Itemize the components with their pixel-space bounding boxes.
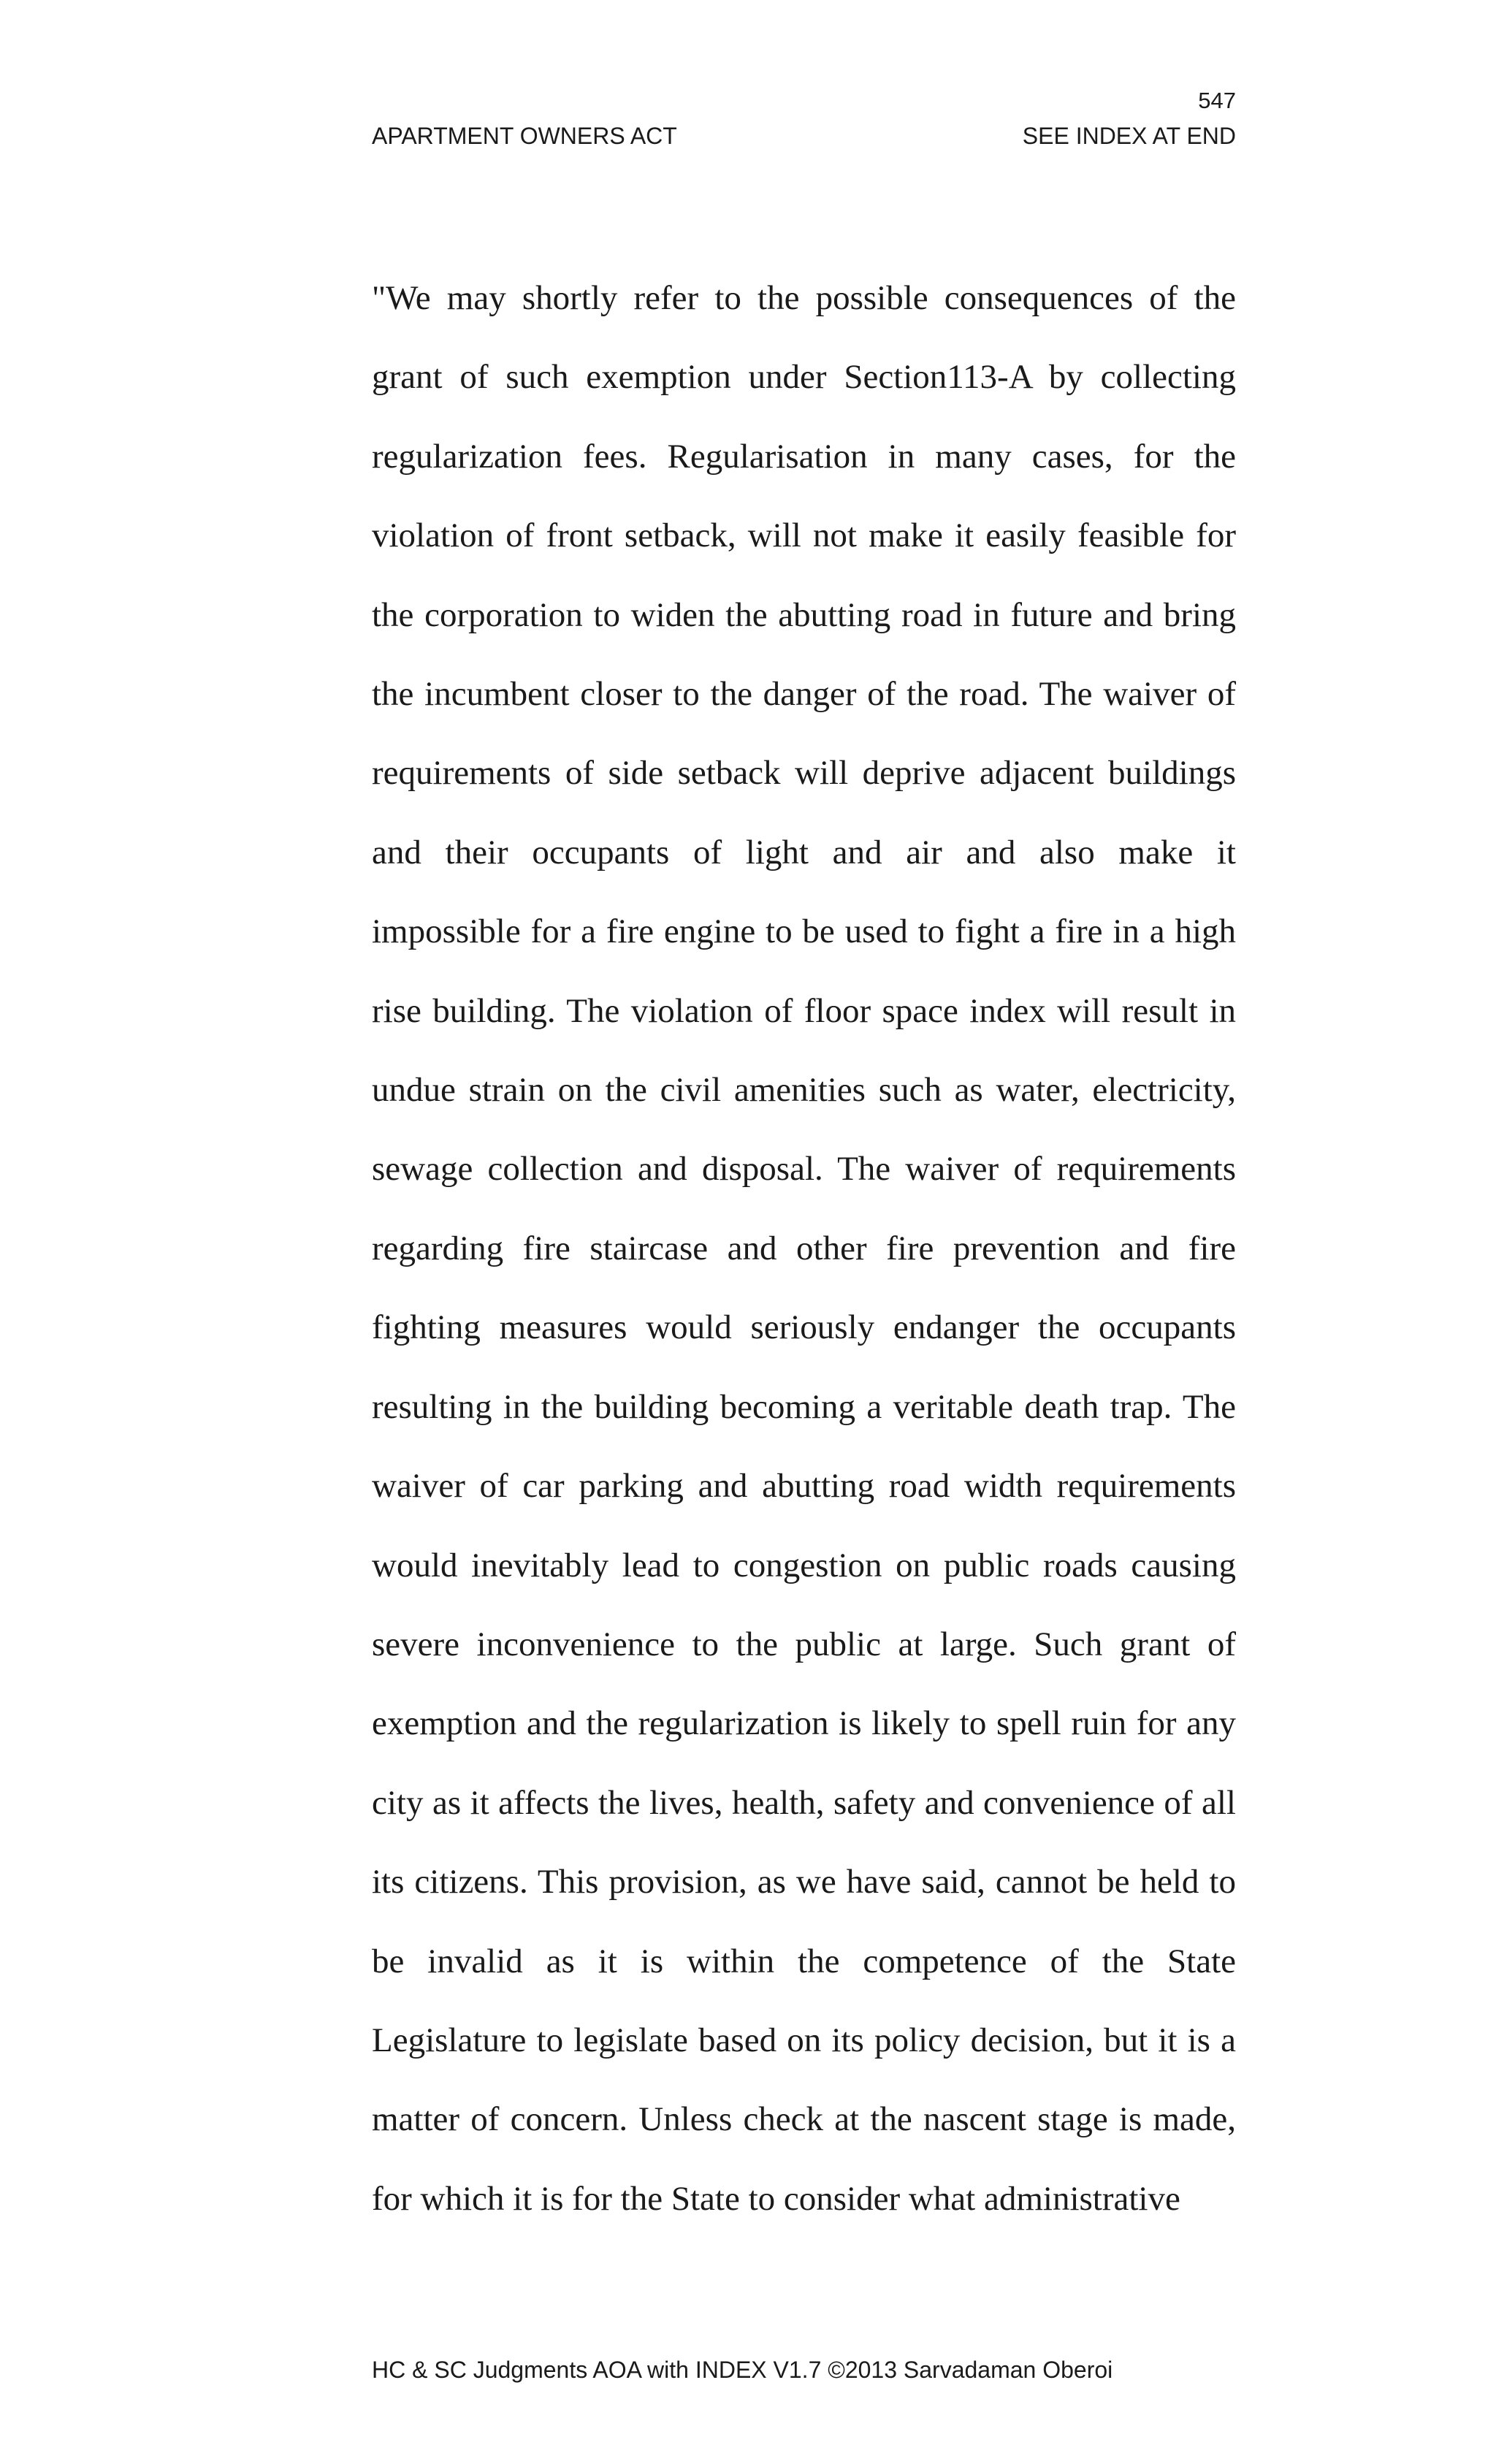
footer: HC & SC Judgments AOA with INDEX V1.7 ©2013 Sarvadaman Oberoi [372, 2357, 1113, 2383]
running-header [372, 120, 1236, 152]
body-paragraph: "We may shortly refer to the possible consequences of the grant of such exemption under Section113-A by collecting regularization fees. Regularisation in many cases, for the violation of front setback, will not make it easily feasible for the corporation to widen the abutting road in future and bring the incumbent closer to the danger of the road. The waiver of requirements of side setback will deprive adjacent buildings and their occupants of light and air and also make it impossible for a fire engine to be used to fight a fire in a high rise building. The violation of floor space index will result in undue strain on the civil amenities such as water, electricity, sewage collection and disposal. The waiver of requirements regarding fire staircase and other fire prevention and fire fighting measures would seriously endanger the occupants resulting in the building becoming a veritable death trap. The waiver of car parking and abutting road width requirements would inevitably lead to congestion on public roads causing severe inconvenience to the public at large. Such grant of exemption and the regularization is likely to spell ruin for any city as it affects the lives, health, safety and convenience of all its citizens. This provision, as we have said, cannot be held to be invalid as it is within the competence of the State Legislature to legislate based on its policy decision, but it is a matter of concern. Unless check at the nascent stage is made, for which it is for the State to consider what administrative [372, 279, 1236, 2218]
header-title: APARTMENT OWNERS ACT [372, 123, 677, 149]
page-number: 547 [1198, 88, 1236, 113]
header-index-note: SEE INDEX AT END [1022, 123, 1236, 149]
